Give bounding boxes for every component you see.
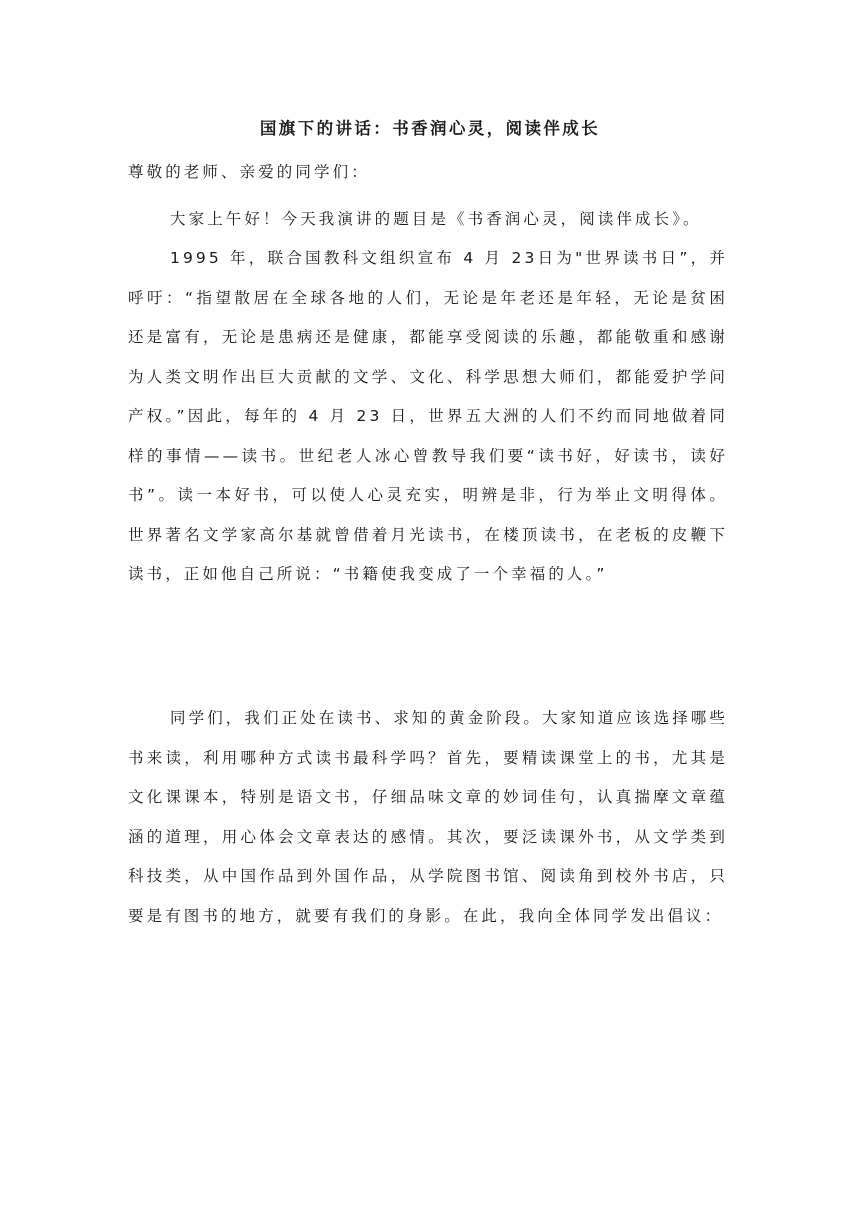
paragraph-text: 1995 年，联合国教科文组织宣布 4 月 23日为"世界读书日”，并呼吁：“指望散居在全球各地的人们，无论是年老还是年轻，无论是贫困还是富有，无论是患病还是健康，都能享受阅读的乐趣，都能敬重和感谢为人类文明作出巨大贡献的文学、文化、科学思想大师们，都能爱护学问产权。”因此，每年的 4 月 23 日，世界五大洲的人们不约而同地做着同样的事情——读书。世纪老人冰心曾教导我们要“读书好，好读书，读好书”。读一本好书，可以使人心灵充实，明辨是非，行为举止文明得体。世界著名文学家高尔基就曾借着月光读书，在楼顶读书，在老板的皮鞭下读书，正如他自己所说：“书籍使我变成了一个幸福的人。” [128, 249, 728, 583]
paragraph-reading-advice [128, 699, 728, 936]
salutation-text: 尊敬的老师、亲爱的同学们： [128, 163, 370, 181]
salutation [128, 153, 728, 193]
paragraph-text: 同学们，我们正处在读书、求知的黄金阶段。大家知道应该选择哪些书来读，利用哪种方式读书最科学吗？首先，要精读课堂上的书，尤其是文化课课本，特别是语文书，仔细品味文章的妙词佳句，认真揣摩文章蕴涵的道理，用心体会文章表达的感情。其次，要泛读课外书，从文学类到科技类，从中国作品到外国作品，从学院图书馆、阅读角到校外书店，只要是有图书的地方，就要有我们的身影。在此，我向全体同学发出倡议： [128, 709, 729, 925]
paragraph-world-book-day [128, 239, 728, 595]
paragraph-greeting [128, 200, 728, 240]
paragraph-text: 大家上午好！今天我演讲的题目是《书香润心灵，阅读伴成长》。 [170, 210, 702, 228]
document-title: 国旗下的讲话：书香润心灵，阅读伴成长 [259, 119, 601, 138]
